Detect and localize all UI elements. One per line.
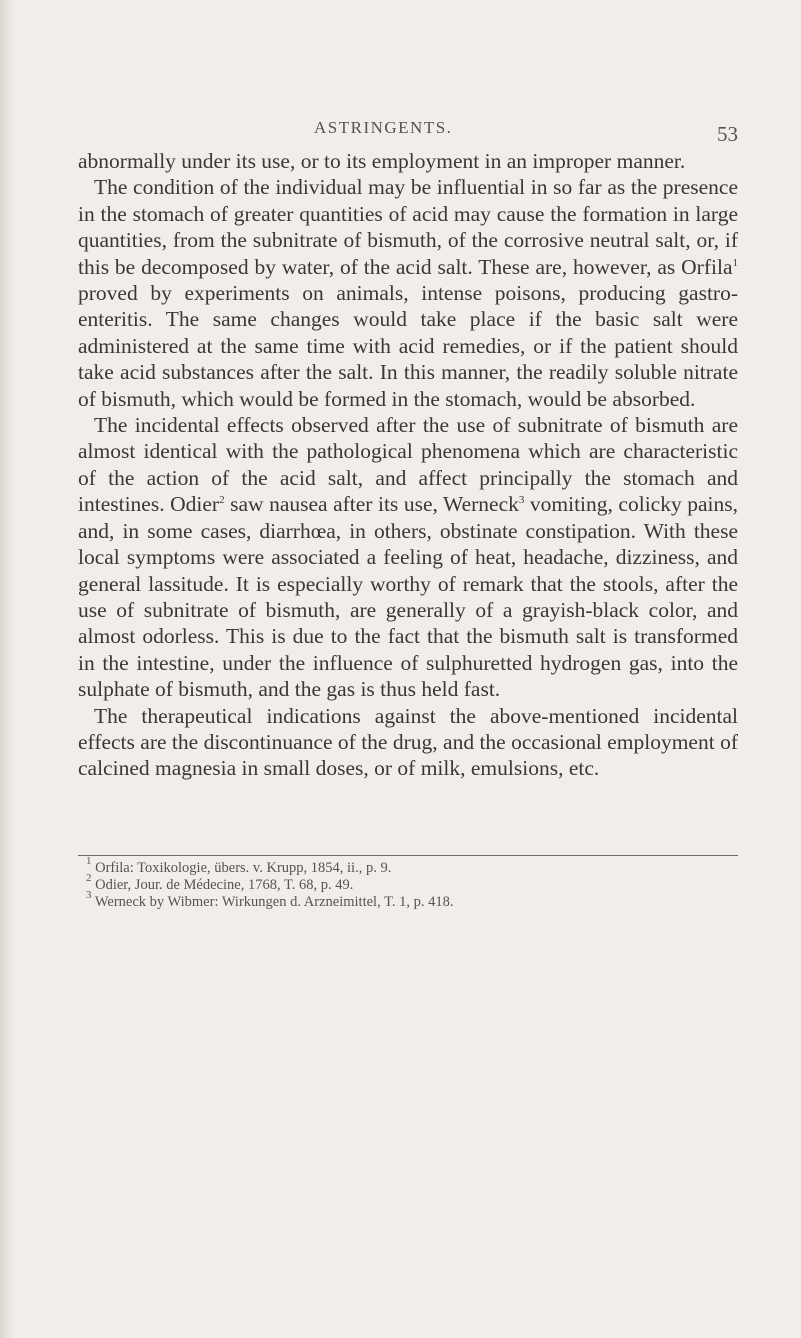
footnotes: [86, 855, 738, 911]
footnote-3-text: Werneck by Wibmer: Wirkungen d. Arzneimittel, T. 1, p. 418.: [91, 894, 454, 910]
running-head: [78, 118, 738, 146]
paragraph-3-text-a: The incidental effects observed after the use of subnitrate of bismuth are almost identical with the pathological phenomena which are characteristic of the action of the acid salt, and affect principally the stomach and intestines. Odier: [78, 413, 738, 517]
footnote-rule: [78, 855, 738, 856]
paragraph-3: [78, 412, 738, 702]
paragraph-2-text-b: proved by experiments on animals, intense poisons, producing gastro-enteritis. The same changes would take place if the basic salt were administered at the same time with acid remedies, or if the patient should take acid substances after the salt. In this manner, the readily soluble nitrate of bismuth, which would be formed in the stomach, would be absorbed.: [78, 281, 738, 411]
paragraph-4-text: The therapeutical indications against the above-mentioned incidental effects are the discontinuance of the drug, and the occasional employment of calcined magnesia in small doses, or of milk, emulsions, etc.: [78, 703, 738, 781]
paragraph-3-text-b: saw nausea after its use, Werneck: [224, 492, 519, 517]
paragraph-4: [78, 703, 738, 782]
footnote-2-mark: 2: [86, 872, 92, 884]
paragraph-2-text-a: The condition of the individual may be influential in so far as the presence in the stomach of greater quantities of acid may cause the formation in large quantities, from the subnitrate of bismuth, of the corrosive neutral salt, or, if this be decomposed by water, of the acid salt. These are, however, as Orfila: [78, 175, 738, 279]
footnote-3-mark: 3: [86, 889, 92, 901]
footnote-3: [86, 889, 738, 911]
paragraph-3-text-c: vomiting, colicky pains, and, in some cases, diarrhœa, in others, obstinate constipation. With these local symptoms were associated a feeling of heat, headache, dizziness, and general lassitude. It is especially worthy of remark that the stools, after the use of subnitrate of bismuth, are generally of a grayish-black color, and almost odorless. This is due to the fact that the bismuth salt is transformed in the intestine, under the influence of sulphuretted hydrogen gas, into the sulphate of bismuth, and the gas is thus held fast.: [78, 492, 738, 702]
footnote-1: [86, 855, 738, 877]
footnote-ref-3: 3: [518, 494, 525, 507]
footnote-ref-1: 1: [732, 256, 738, 269]
footnote-2-text: Odier, Jour. de Médecine, 1768, T. 68, p. 49.: [91, 877, 354, 893]
paragraph-1: [78, 148, 738, 174]
footnote-1-mark: 1: [86, 855, 92, 867]
running-title: ASTRINGENTS.: [314, 118, 453, 137]
footnote-ref-2: 2: [219, 494, 225, 507]
page-number: 53: [717, 122, 738, 146]
footnote-1-text: Orfila: Toxikologie, übers. v. Krupp, 1854, ii., p. 9.: [91, 860, 392, 876]
footnote-2: [86, 872, 738, 894]
book-spine-shadow: [0, 0, 14, 1338]
paragraph-1-text: abnormally under its use, or to its employment in an improper manner.: [78, 149, 686, 173]
body-text: [78, 148, 738, 782]
paragraph-2: [78, 174, 738, 412]
